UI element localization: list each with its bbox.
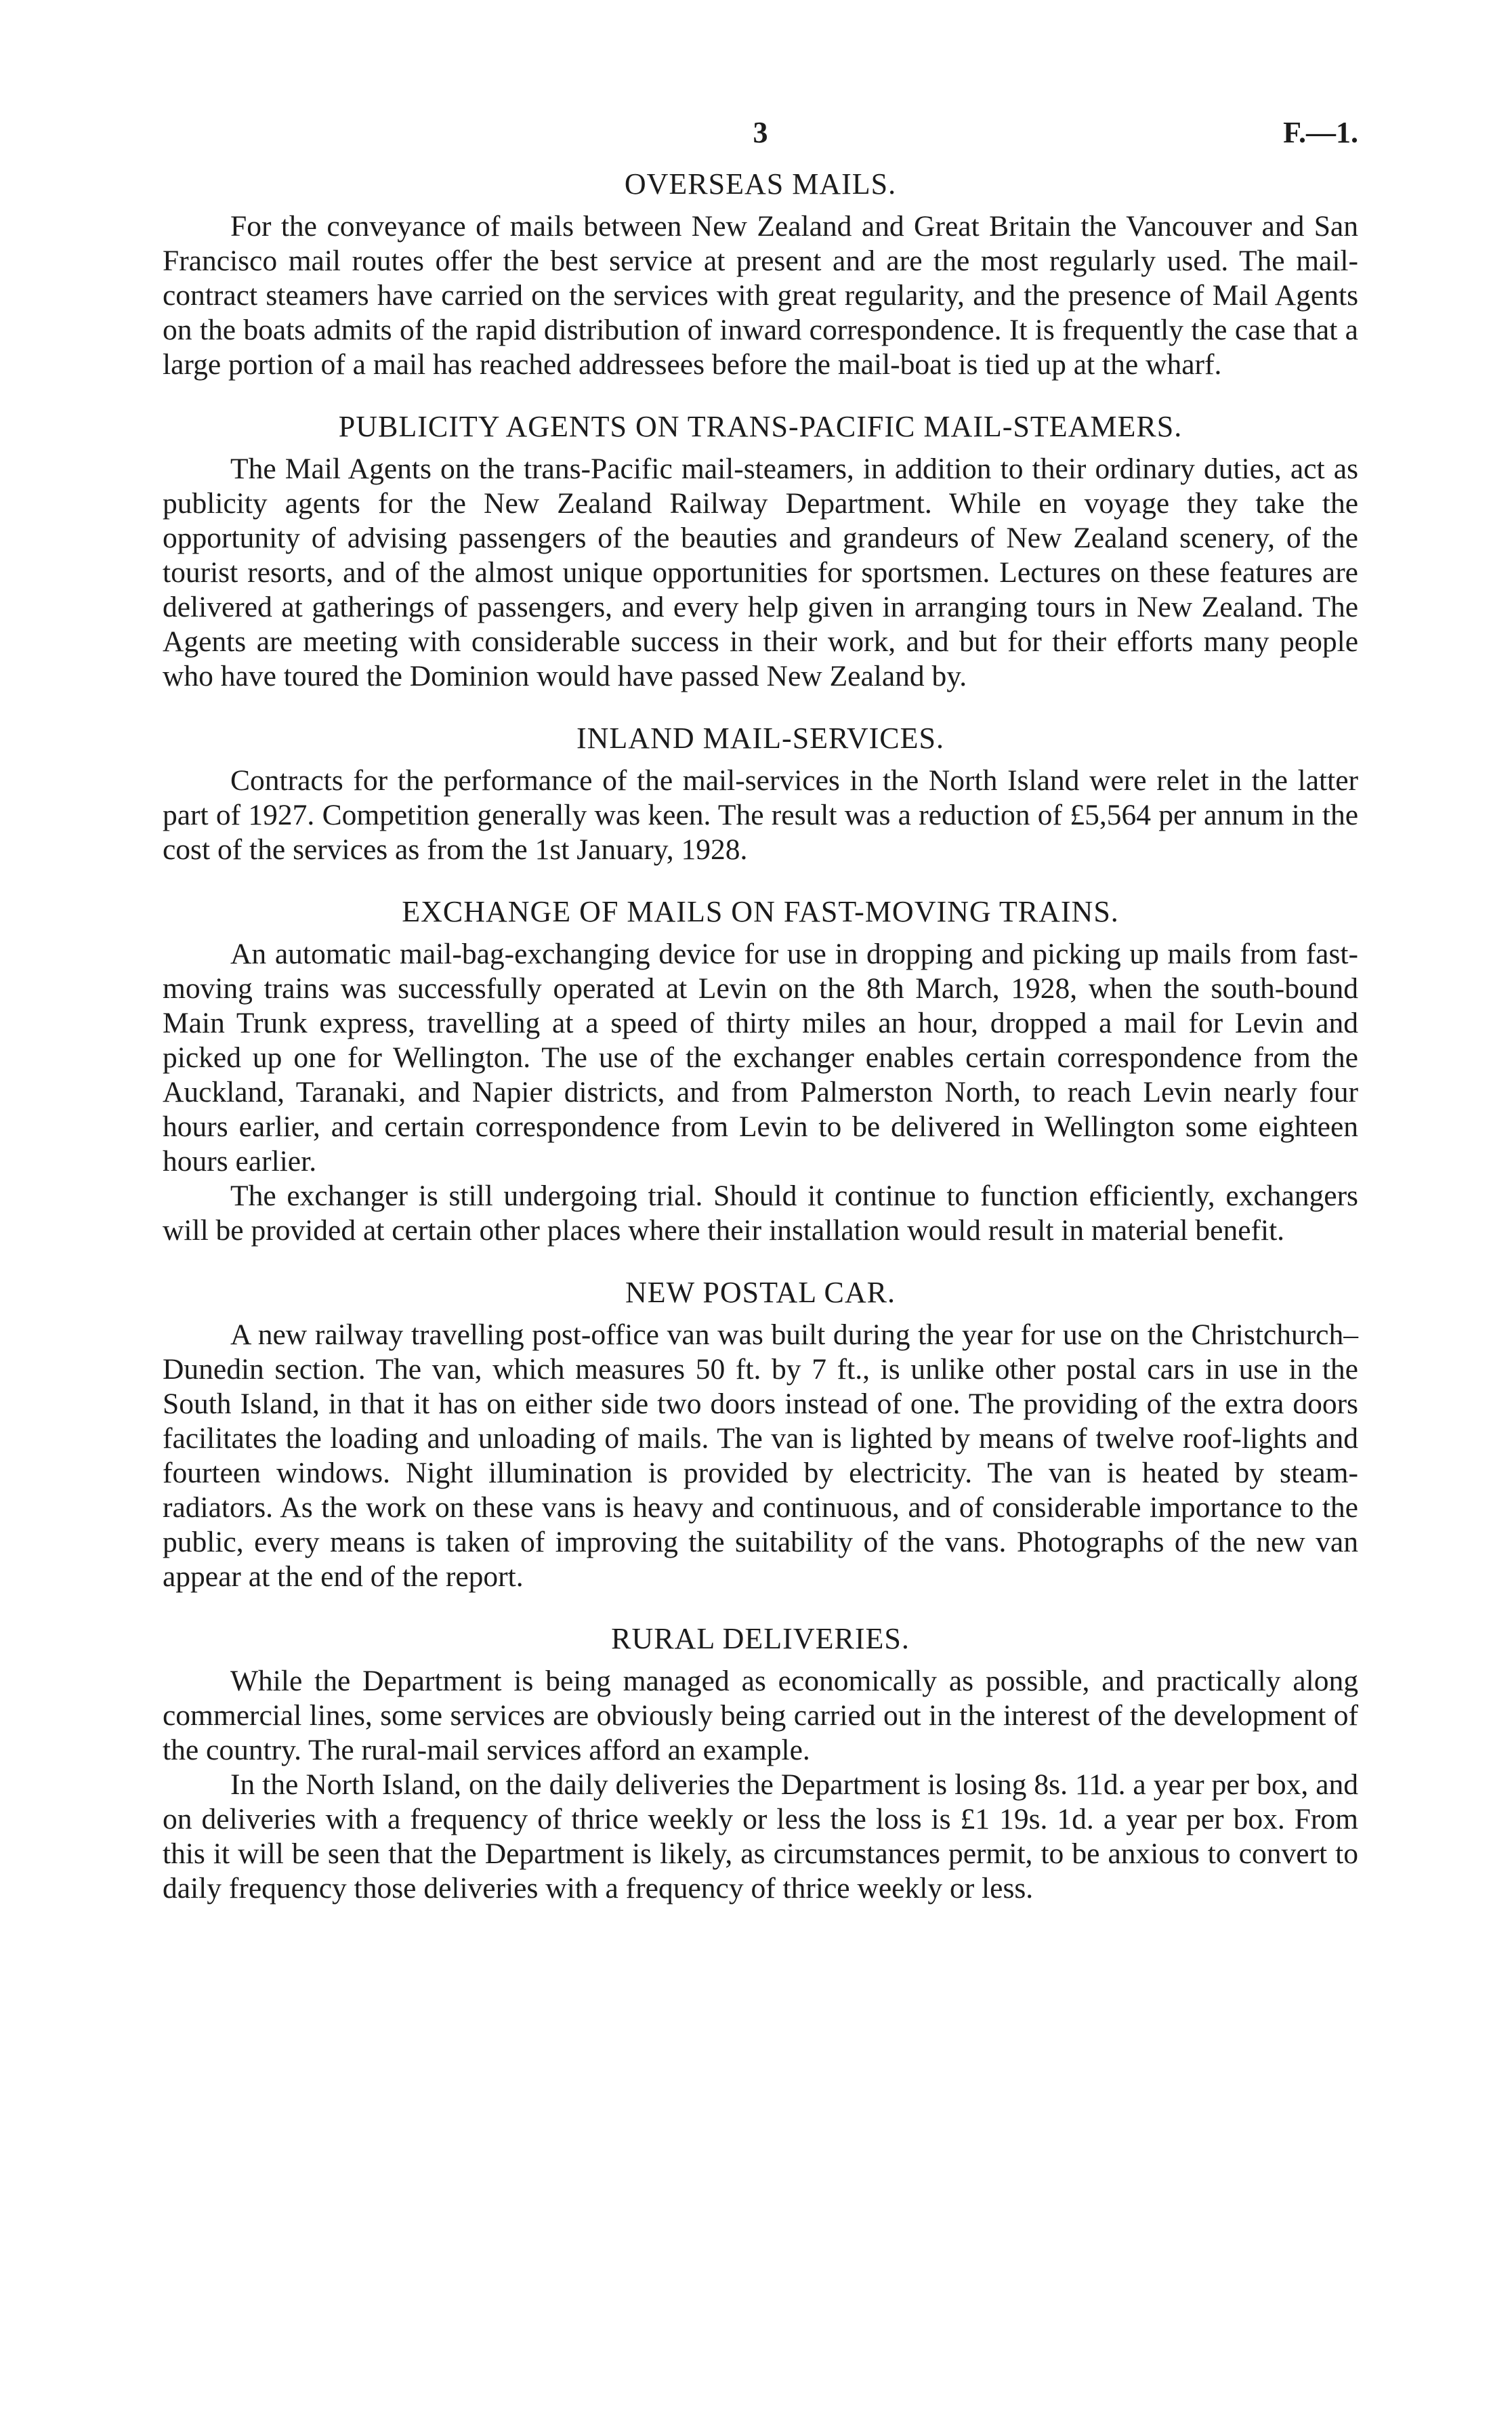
section-heading: EXCHANGE OF MAILS ON FAST-MOVING TRAINS. [402, 895, 1119, 928]
paragraph: In the North Island, on the daily deliveries the Department is losing 8s. 11d. a year per box, and on deliveries with a frequency of thrice weekly or less the loss is £1 19s. 1d. a year per box. From this it will be seen that the Department is likely, as circumstances permit, to be anxious to convert to daily frequency those deliveries with a frequency of thrice weekly or less. [163, 1768, 1358, 1905]
section-heading: RURAL DELIVERIES. [611, 1622, 910, 1655]
paragraph: A new railway travelling post-office van was built during the year for use on the Christchurch–Dunedin section. The van, which measures 50 ft. by 7 ft., is unlike other postal cars in use in the South Island, in that it has on either side two doors instead of one. The providing of the extra doors facilitates the loading and unloading of mails. The van is lighted by means of twelve roof-lights and fourteen windows. Night illumination is provided by electricity. The van is heated by steam-radiators. As the work on these vans is heavy and continuous, and of considerable importance to the public, every means is taken of improving the suitability of the vans. Photographs of the new van appear at the end of the report. [163, 1318, 1358, 1593]
page-number: 3 [753, 116, 768, 149]
section-inland-mail-services [163, 721, 1358, 867]
page-header [163, 115, 1358, 163]
section-new-postal-car [163, 1275, 1358, 1594]
paragraph: The Mail Agents on the trans-Pacific mail-steamers, in addition to their ordinary duties, act as publicity agents for the New Zealand Railway Department. While en voyage they take the opportunity of advising passengers of the beauties and grandeurs of New Zealand scenery, of the tourist resorts, and of the almost unique opportunities for sportsmen. Lectures on these features are delivered at gatherings of passengers, and every help given in arranging tours in New Zealand. The Agents are meeting with considerable success in their work, and but for their efforts many people who have toured the Dominion would have passed New Zealand by. [163, 453, 1358, 692]
document-reference: F.—1. [1283, 116, 1358, 149]
section-overseas-mails [163, 167, 1358, 382]
paragraph: While the Department is being managed as economically as possible, and practically along commercial lines, some services are obviously being carried out in the interest of the development of the country. The rural-mail services afford an example. [163, 1665, 1358, 1766]
section-publicity-agents [163, 409, 1358, 694]
section-heading: NEW POSTAL CAR. [625, 1276, 896, 1309]
paragraph: For the conveyance of mails between New Zealand and Great Britain the Vancouver and San Francisco mail routes offer the best service at present and are the most regularly used. The mail-contract steamers have carried on the services with great regularity, and the presence of Mail Agents on the boats admits of the rapid distribution of inward correspondence. It is frequently the case that a large portion of a mail has reached addressees before the mail-boat is tied up at the wharf. [163, 210, 1358, 381]
section-rural-deliveries [163, 1621, 1358, 1906]
document-page [163, 115, 1358, 1933]
section-heading: INLAND MAIL-SERVICES. [576, 722, 944, 755]
section-heading: OVERSEAS MAILS. [624, 167, 897, 201]
paragraph: Contracts for the performance of the mail-services in the North Island were relet in the latter part of 1927. Competition generally was keen. The result was a reduction of £5,564 per annum in the cost of the services as from the 1st January, 1928. [163, 764, 1358, 866]
section-exchange-of-mails [163, 894, 1358, 1248]
paragraph: An automatic mail-bag-exchanging device for use in dropping and picking up mails from fast-moving trains was successfully operated at Levin on the 8th March, 1928, when the south-bound Main Trunk express, travelling at a speed of thirty miles an hour, dropped a mail for Levin and picked up one for Wellington. The use of the exchanger enables certain correspondence from the Auckland, Taranaki, and Napier districts, and from Palmerston North, to reach Levin nearly four hours earlier, and certain correspondence from Levin to be delivered in Wellington some eighteen hours earlier. [163, 938, 1358, 1178]
section-heading: PUBLICITY AGENTS ON TRANS-PACIFIC MAIL-STEAMERS. [338, 410, 1183, 443]
paragraph: The exchanger is still undergoing trial. Should it continue to function efficiently, exchangers will be provided at certain other places where their installation would result in material benefit. [163, 1180, 1358, 1247]
